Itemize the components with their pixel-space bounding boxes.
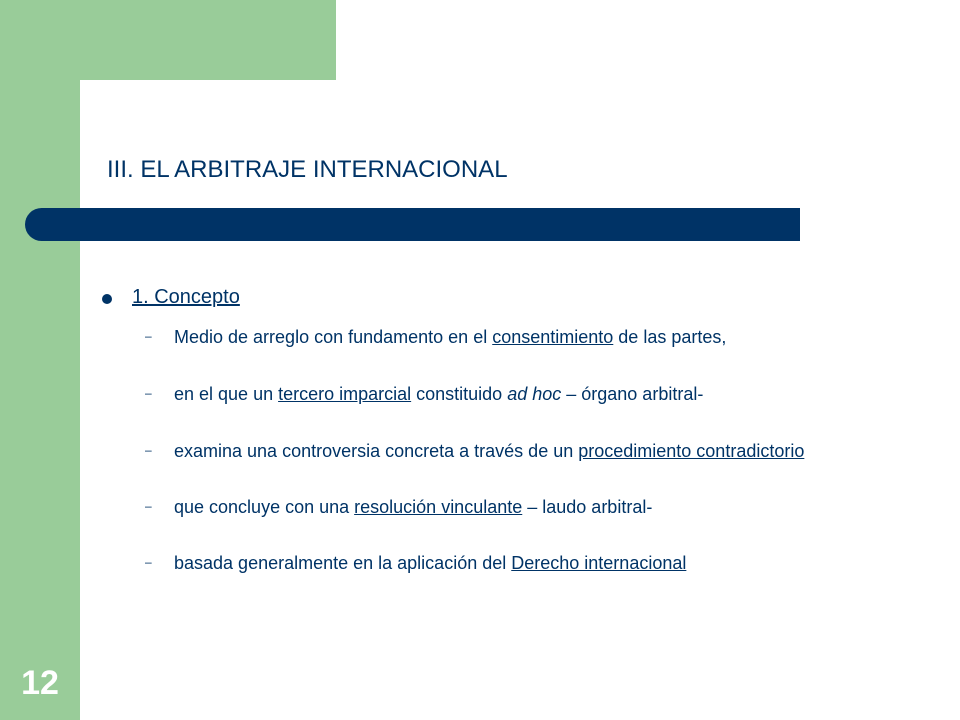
text-segment: basada generalmente en la aplicación del [174, 553, 512, 573]
sub-item-text [174, 384, 703, 405]
text-segment: constituido [411, 384, 508, 404]
bullet-concepto-link[interactable]: 1. Concepto [132, 286, 240, 308]
top-green-band [0, 0, 336, 80]
text-segment: Medio de arreglo con fundamento en el [174, 327, 493, 347]
rounded-corner [80, 80, 140, 140]
dash-marker: – [145, 386, 152, 400]
text-segment: de las partes, [613, 327, 727, 347]
text-segment: – laudo arbitral- [522, 497, 653, 517]
left-green-band [0, 0, 80, 720]
slide-number: 12 [21, 664, 59, 702]
text-segment: en el que un [174, 384, 279, 404]
sub-item-text [174, 553, 686, 574]
derecho-internacional-link[interactable]: Derecho internacional [511, 553, 687, 573]
dash-marker: – [145, 443, 152, 457]
tercero-imparcial-link[interactable]: tercero imparcial [278, 384, 412, 404]
text-segment: que concluye con una [174, 497, 355, 517]
ad-hoc-text: ad hoc [507, 384, 562, 404]
dash-marker: – [145, 499, 152, 513]
resolucion-vinculante-link[interactable]: resolución vinculante [354, 497, 523, 517]
slide-title: III. EL ARBITRAJE INTERNACIONAL [107, 156, 508, 183]
dash-marker: – [145, 555, 152, 569]
procedimiento-contradictorio-link[interactable]: procedimiento contradictorio [578, 441, 805, 461]
sub-item-text [174, 497, 652, 518]
bullet-dot-icon [102, 294, 112, 304]
sub-item-text [174, 327, 726, 348]
sub-item-text [174, 441, 804, 462]
dash-marker: – [145, 329, 152, 343]
consentimiento-link[interactable]: consentimiento [492, 327, 614, 347]
title-underline-bar [25, 208, 800, 241]
text-segment: examina una controversia concreta a través de un [174, 441, 579, 461]
text-segment: – órgano arbitral- [561, 384, 704, 404]
